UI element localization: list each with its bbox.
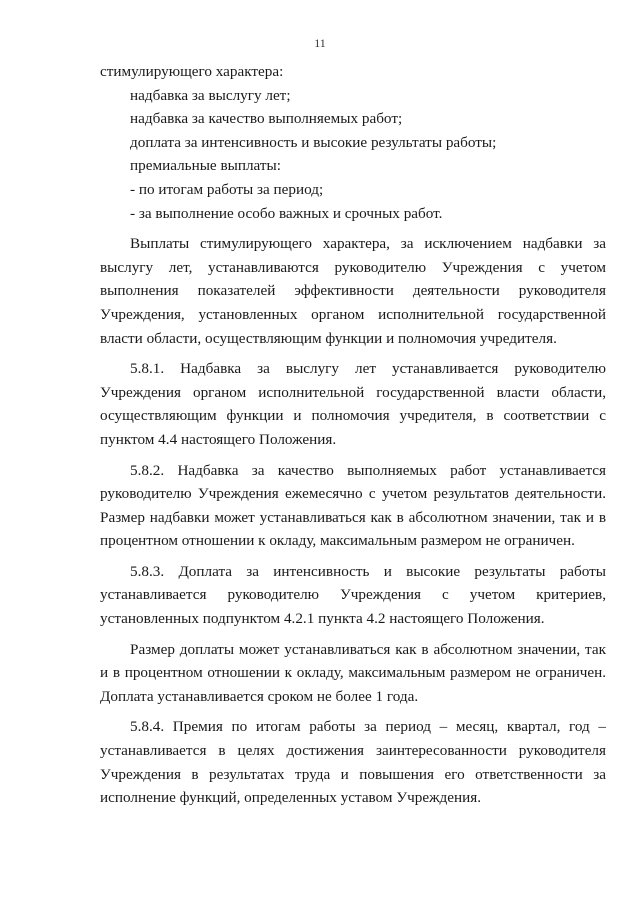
paragraph-5-8-1: 5.8.1. Надбавка за выслугу лет устанавливается руководителю Учреждения органом исполнительной государственной власти области, осуществляющим функции и полномочия учредителя, в соответствии с пунктом 4.4 настоящего Положения. xyxy=(100,360,606,448)
list-item: премиальные выплаты: xyxy=(130,157,281,175)
page-number: 11 xyxy=(314,36,326,50)
paragraph-5-8-4: 5.8.4. Премия по итогам работы за период – месяц, квартал, год – устанавливается в целях достижения заинтересованности руководителя Учреждения в результатах труда и повышения его ответственности за исполнение функций, определенных уставом Учреждения. xyxy=(100,718,606,807)
document-body xyxy=(100,60,606,810)
paragraph-5-8-3: 5.8.3. Доплата за интенсивность и высокие результаты работы устанавливается руководителю Учреждения с учетом критериев, установленных подпунктом 4.2.1 пункта 4.2 настоящего Положения. xyxy=(100,562,606,628)
list-item: надбавка за выслугу лет; xyxy=(130,86,291,104)
list-item: надбавка за качество выполняемых работ; xyxy=(130,110,403,128)
list-item: - по итогам работы за период; xyxy=(130,180,324,198)
list-item: доплата за интенсивность и высокие результаты работы; xyxy=(130,133,497,151)
list-intro-line: стимулирующего характера: xyxy=(100,63,284,80)
list-item: - за выполнение особо важных и срочных работ. xyxy=(130,204,443,222)
paragraph: Размер доплаты может устанавливаться как в абсолютном значении, так и в процентном отношении к окладу, максимальным размером не ограничен. Доплата устанавливается сроком не более 1 года. xyxy=(100,640,606,705)
paragraph-5-8-2: 5.8.2. Надбавка за качество выполняемых работ устанавливается руководителю Учреждения ежемесячно с учетом результатов деятельности. Размер надбавки может устанавливаться как в абсолютном значении, так и в процентном отношении к окладу, максимальным размером не ограничен. xyxy=(100,461,606,550)
paragraph: Выплаты стимулирующего характера, за исключением надбавки за выслугу лет, устанавливаются руководителю Учреждения с учетом выполнения показателей эффективности деятельности руководителя Учреждения, установленных органом исполнительной государственной власти области, осуществляющим функции и полномочия учредителя. xyxy=(100,235,606,347)
